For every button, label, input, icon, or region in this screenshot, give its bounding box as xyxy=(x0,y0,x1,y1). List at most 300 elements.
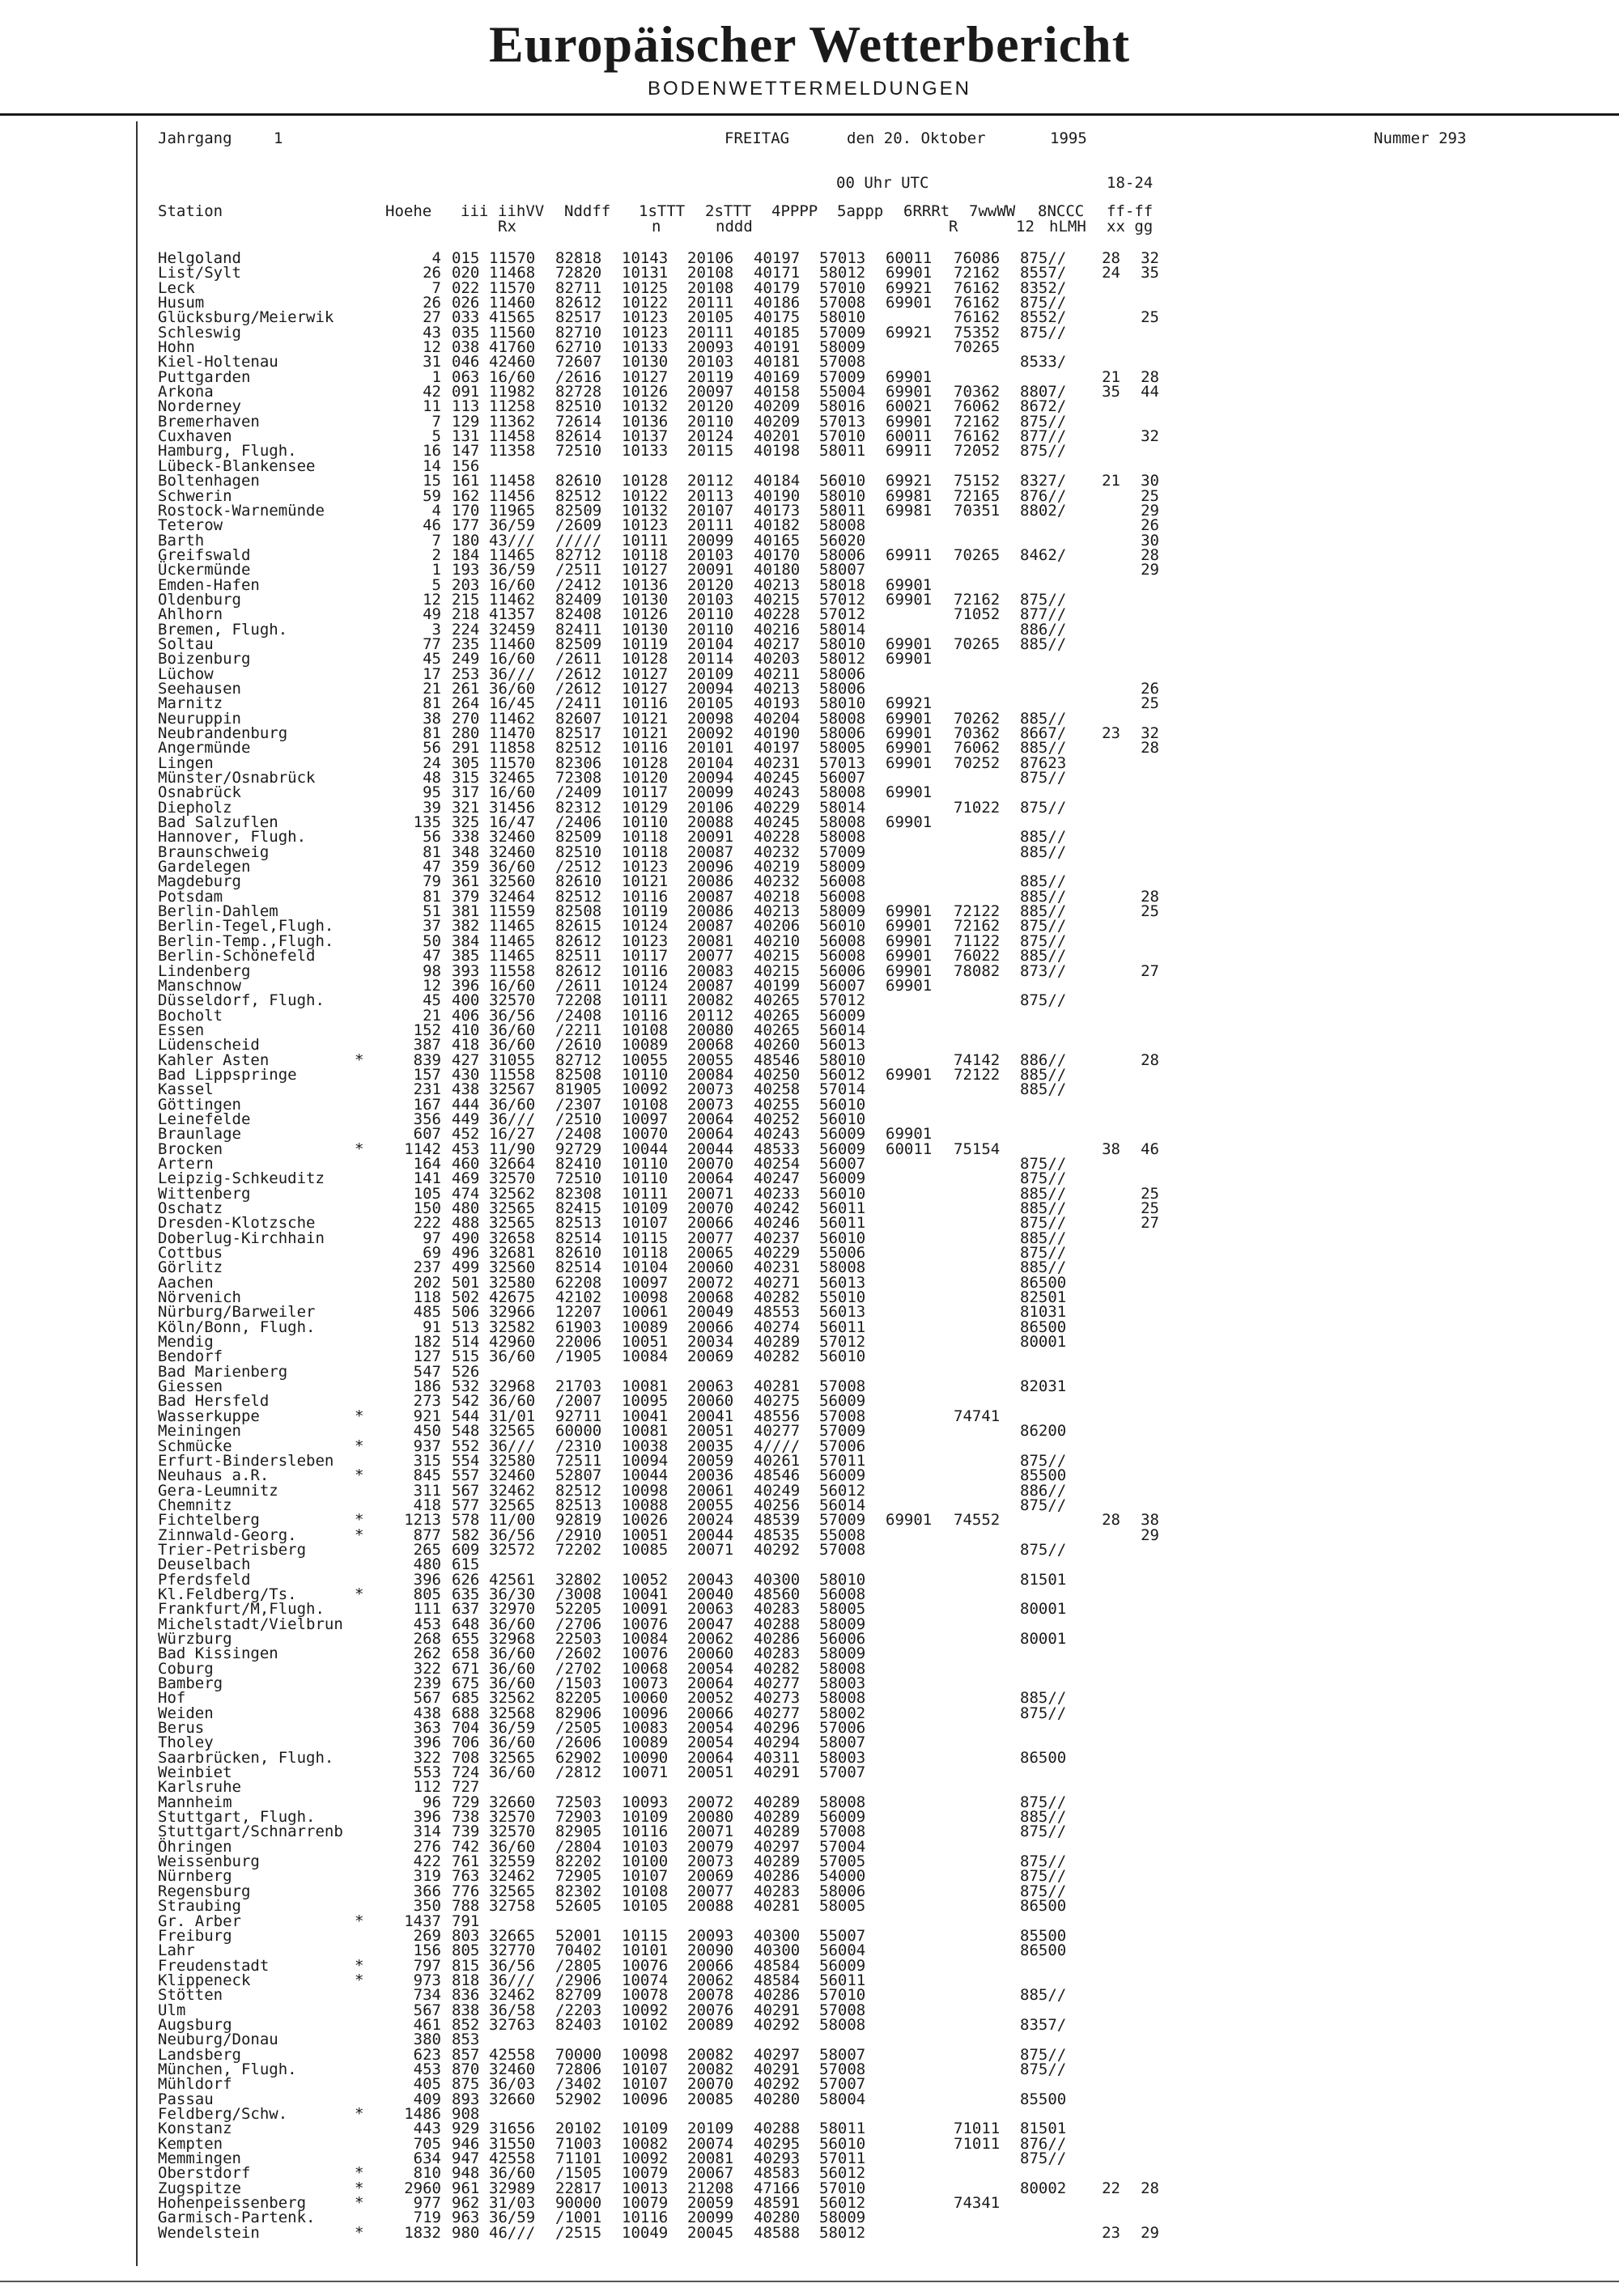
cell-w7 xyxy=(954,2077,1000,2091)
cell-s1: 10107 xyxy=(622,1867,669,1886)
cell-p5: 58010 xyxy=(819,634,866,653)
cell-w7 xyxy=(954,1454,1000,1468)
cell-s2: 20077 xyxy=(687,1882,734,1900)
cell-station: Cottbus xyxy=(158,1244,223,1263)
cell-iihvv: 32560 xyxy=(489,1258,536,1277)
cell-iihvv: 31055 xyxy=(489,1050,536,1069)
cell-iii: 836 xyxy=(452,1986,480,2005)
cell-p5: 58009 xyxy=(819,1615,866,1633)
cell-iii: 385 xyxy=(452,947,480,966)
cell-station: Glücksburg/Meierwik xyxy=(158,308,334,327)
cell-c8: 875// xyxy=(1020,1451,1067,1470)
cell-iii: 761 xyxy=(452,1853,480,1871)
cell-p4: 40215 xyxy=(754,961,801,980)
cell-station: Bad Salzuflen xyxy=(158,813,278,832)
cell-p5: 58016 xyxy=(819,397,866,416)
cell-r6 xyxy=(886,2032,932,2047)
cell-w7 xyxy=(954,815,1000,830)
cell-s2: 20064 xyxy=(687,1110,734,1128)
cell-iii: 215 xyxy=(452,590,480,609)
cell-star xyxy=(355,1691,363,1705)
cell-p5: 58007 xyxy=(819,561,866,579)
cell-c8: 877// xyxy=(1020,605,1067,624)
cell-p4: 40281 xyxy=(754,1897,801,1916)
cell-star xyxy=(355,1765,363,1780)
cell-ffg xyxy=(1125,1632,1159,1646)
cell-p5: 58004 xyxy=(819,2090,866,2108)
cell-w7 xyxy=(954,562,1000,577)
cell-p4: 40232 xyxy=(754,872,801,891)
cell-w7 xyxy=(954,354,1000,369)
cell-star xyxy=(355,1617,363,1632)
cell-star xyxy=(355,1112,363,1127)
cell-p4: 40210 xyxy=(754,932,801,950)
cell-iii: 224 xyxy=(452,620,480,639)
cell-iii: 305 xyxy=(452,753,480,772)
cell-r6 xyxy=(886,1602,932,1616)
cell-nddff: 82409 xyxy=(555,590,602,609)
cell-hoehe: 112 xyxy=(413,1778,441,1797)
cell-ffg xyxy=(1125,1394,1159,1408)
cell-p4 xyxy=(754,1557,800,1572)
cell-hoehe: 50 xyxy=(423,932,441,950)
cell-s1: 10108 xyxy=(622,1882,669,1900)
cell-s1: 10127 xyxy=(622,367,669,386)
cell-w7: 70265 xyxy=(954,545,1001,564)
cell-station: Erfurt-Bindersleben xyxy=(158,1451,334,1470)
cell-p4: 40201 xyxy=(754,427,801,446)
cell-iii: 963 xyxy=(452,2209,480,2227)
cell-r6 xyxy=(886,1676,932,1691)
cell-star xyxy=(355,251,363,265)
cell-s2: 20072 xyxy=(687,1273,734,1292)
cell-nddff: /2609 xyxy=(555,516,602,535)
cell-nddff: 72202 xyxy=(555,1540,602,1559)
cell-iii: 980 xyxy=(452,2223,480,2242)
cell-c8 xyxy=(1020,2226,1066,2240)
cell-iihvv: 16/60 xyxy=(489,976,536,995)
cell-ffg: 27 xyxy=(1141,1214,1159,1233)
cell-iii: 961 xyxy=(452,2179,480,2197)
cell-iihvv: 32459 xyxy=(489,620,536,639)
cell-hoehe: 164 xyxy=(413,1154,441,1173)
cell-hoehe: 634 xyxy=(413,2150,441,2167)
cell-c8: 885// xyxy=(1020,842,1067,861)
cell-iihvv: 36/// xyxy=(489,1971,536,1989)
cell-station: Stuttgart/Schnarrenb xyxy=(158,1823,343,1841)
cell-hoehe: 186 xyxy=(413,1377,441,1396)
cell-ffg xyxy=(1125,1156,1159,1171)
cell-ffg xyxy=(1125,1082,1159,1097)
issue-number: Nummer 293 xyxy=(1374,129,1467,147)
cell-r6: 69901 xyxy=(886,917,933,936)
cell-star xyxy=(355,859,363,874)
cell-w7: 71011 xyxy=(954,2134,1001,2153)
cell-ffg xyxy=(1125,2166,1159,2180)
cell-iii: 946 xyxy=(452,2134,480,2153)
cell-r6 xyxy=(886,1959,932,1973)
cell-w7 xyxy=(954,1231,1000,1246)
cell-s2: 20091 xyxy=(687,561,734,579)
cell-iihvv: 36/// xyxy=(489,1110,536,1128)
cell-ffg xyxy=(1125,1914,1159,1929)
cell-r6 xyxy=(886,993,932,1008)
cell-w7 xyxy=(954,1439,1000,1454)
cell-p4: 40297 xyxy=(754,2045,801,2064)
cell-station: Lüdenscheid xyxy=(158,1036,260,1055)
cell-nddff: /2610 xyxy=(555,1036,602,1055)
station-column xyxy=(158,251,343,2240)
cell-station: Mühldorf xyxy=(158,2075,232,2094)
cell-s2: 20093 xyxy=(687,338,734,357)
cell-station: Marnitz xyxy=(158,694,223,713)
cell-ffx xyxy=(1086,741,1120,755)
cell-s1: 10098 xyxy=(622,1288,669,1307)
cell-hoehe: 81 xyxy=(423,842,441,861)
mountain-marker-column xyxy=(355,251,363,2240)
cell-r6 xyxy=(886,1795,932,1810)
cell-s2: 20054 xyxy=(687,1659,734,1678)
cell-station: Diepholz xyxy=(158,798,232,817)
cell-star xyxy=(355,518,363,533)
cell-w7 xyxy=(954,1246,1000,1260)
cell-r6 xyxy=(886,1988,932,2002)
w7-column xyxy=(954,251,1000,2240)
cell-p4: 40255 xyxy=(754,1095,801,1114)
cell-iii: 578 xyxy=(452,1511,480,1530)
cell-p5: 56011 xyxy=(819,1318,866,1336)
cell-c8 xyxy=(1020,1112,1066,1127)
cell-r6 xyxy=(886,1260,932,1275)
cell-p4: 40191 xyxy=(754,338,801,357)
cell-iihvv: 11458 xyxy=(489,472,536,490)
cell-hoehe: 15 xyxy=(423,472,441,490)
cell-c8: 885// xyxy=(1020,1080,1067,1099)
cell-w7 xyxy=(954,1364,1000,1379)
cell-c8: 885// xyxy=(1020,1986,1067,2005)
cell-p4: 40277 xyxy=(754,1674,801,1692)
cell-nddff: 52807 xyxy=(555,1466,602,1485)
cell-c8: 8672/ xyxy=(1020,397,1067,416)
cell-iihvv: 32565 xyxy=(489,1214,536,1233)
cell-c8: 885// xyxy=(1020,739,1067,758)
cell-p5 xyxy=(819,1557,865,1572)
cell-iihvv: 11570 xyxy=(489,278,536,297)
cell-iihvv: 16/60 xyxy=(489,367,536,386)
cell-iihvv: 11460 xyxy=(489,634,536,653)
cell-ffx xyxy=(1086,325,1120,340)
cell-p5: 57006 xyxy=(819,1719,866,1738)
cell-iii: 496 xyxy=(452,1244,480,1263)
cell-s2: 20124 xyxy=(687,427,734,446)
cell-nddff: /2515 xyxy=(555,2223,602,2242)
cell-s1: 10125 xyxy=(622,278,669,297)
cell-star xyxy=(355,489,363,503)
cell-r6 xyxy=(886,2018,932,2032)
cell-w7: 76162 xyxy=(954,294,1001,312)
cell-station: Bad Marienberg xyxy=(158,1362,288,1381)
cell-r6 xyxy=(886,340,932,354)
cell-s1: 10131 xyxy=(622,264,669,282)
cell-hoehe: 396 xyxy=(413,1734,441,1752)
cell-nddff: 82512 xyxy=(555,1481,602,1500)
cell-w7: 70362 xyxy=(954,383,1001,401)
cell-r6 xyxy=(886,1468,932,1483)
cell-nddff: /2702 xyxy=(555,1659,602,1678)
cell-r6: 69901 xyxy=(886,947,933,966)
cell-hoehe: 79 xyxy=(423,872,441,891)
cell-star xyxy=(355,1869,363,1883)
cell-w7 xyxy=(954,770,1000,785)
cell-hoehe: 12 xyxy=(423,338,441,357)
cell-s2: 20059 xyxy=(687,2194,734,2213)
cell-p4: 40260 xyxy=(754,1036,801,1055)
cell-station: Hohenpeissenberg xyxy=(158,2194,307,2213)
cell-p5: 56007 xyxy=(819,976,866,995)
cell-c8: 8807/ xyxy=(1020,383,1067,401)
cell-p5: 56006 xyxy=(819,961,866,980)
cell-station: Görlitz xyxy=(158,1258,223,1277)
cell-ffg: 32 xyxy=(1141,249,1159,267)
cell-iihvv: 11362 xyxy=(489,412,536,431)
cell-iihvv: 41357 xyxy=(489,605,536,624)
cell-s1: 10123 xyxy=(622,932,669,950)
cell-c8: 875// xyxy=(1020,590,1067,609)
cell-ffg xyxy=(1125,2077,1159,2091)
cell-s2: 20064 xyxy=(687,1125,734,1144)
cell-ffx: 21 xyxy=(1102,472,1120,490)
cell-s1: 10127 xyxy=(622,664,669,683)
cell-hoehe: 5 xyxy=(431,427,441,446)
cell-s1: 10051 xyxy=(622,1526,669,1544)
cell-w7 xyxy=(954,978,1000,993)
cell-star xyxy=(355,414,363,429)
cell-star xyxy=(355,1662,363,1676)
cell-ffg xyxy=(1125,2032,1159,2047)
cell-ffg: 25 xyxy=(1141,1199,1159,1217)
cell-s1: 10041 xyxy=(622,1585,669,1603)
cell-p5: 55008 xyxy=(819,1526,866,1544)
cell-iihvv: 32568 xyxy=(489,1704,536,1722)
cell-ffx xyxy=(1086,874,1120,889)
cell-s1: 10108 xyxy=(622,1021,669,1039)
cell-iii: 359 xyxy=(452,858,480,876)
cell-r6: 69901 xyxy=(886,367,933,386)
cell-p4: 40237 xyxy=(754,1229,801,1247)
cell-c8: 875// xyxy=(1020,2150,1067,2167)
cell-star xyxy=(355,696,363,711)
cell-ffg xyxy=(1125,281,1159,295)
cell-ffx xyxy=(1086,993,1120,1008)
cell-s2: 20069 xyxy=(687,1347,734,1366)
cell-w7: 74741 xyxy=(954,1407,1001,1425)
cell-s1: 10118 xyxy=(622,842,669,861)
cell-w7: 70265 xyxy=(954,338,1001,357)
cell-r6 xyxy=(886,310,932,325)
cell-w7 xyxy=(954,1824,1000,1839)
cell-r6: 69901 xyxy=(886,1065,933,1084)
cell-iii: 688 xyxy=(452,1704,480,1722)
cell-s1: 10091 xyxy=(622,1600,669,1619)
cell-w7 xyxy=(954,1543,1000,1557)
cell-r6 xyxy=(886,1156,932,1171)
cell-nddff: /2411 xyxy=(555,694,602,713)
cell-s2: 20090 xyxy=(687,1942,734,1960)
cell-iii: 544 xyxy=(452,1407,480,1425)
cell-star xyxy=(355,1751,363,1765)
cell-hoehe: 96 xyxy=(423,1793,441,1811)
cell-hoehe: 95 xyxy=(423,783,441,802)
cell-w7 xyxy=(954,1840,1000,1854)
cell-ffx xyxy=(1086,1988,1120,2002)
cell-iihvv: 32758 xyxy=(489,1897,536,1916)
cell-iihvv xyxy=(489,1780,535,1794)
cell-p5: 57008 xyxy=(819,1377,866,1396)
cell-nddff: /2611 xyxy=(555,650,602,668)
cell-p5: 56009 xyxy=(819,1466,866,1485)
cell-star xyxy=(355,1824,363,1839)
cell-p4: 40293 xyxy=(754,2150,801,2167)
cell-s1: 10026 xyxy=(622,1511,669,1530)
cell-w7 xyxy=(954,1587,1000,1602)
cell-iii: 418 xyxy=(452,1036,480,1055)
cell-s1: 10117 xyxy=(622,783,669,802)
cell-ffx xyxy=(1086,1691,1120,1705)
cell-r6 xyxy=(886,1424,932,1438)
cell-c8: 875// xyxy=(1020,798,1067,817)
cell-s2: 20066 xyxy=(687,1704,734,1722)
cell-iii: 396 xyxy=(452,976,480,995)
cell-p5: 56014 xyxy=(819,1496,866,1514)
cell-iihvv: 32970 xyxy=(489,1600,536,1619)
cell-p5: 57008 xyxy=(819,1540,866,1559)
cell-p5: 55010 xyxy=(819,1288,866,1307)
cell-r6: 69901 xyxy=(886,383,933,401)
cell-station: Gr. Arber xyxy=(158,1912,241,1930)
cell-star xyxy=(355,399,363,414)
cell-w7 xyxy=(954,1691,1000,1705)
cell-ffg xyxy=(1125,1602,1159,1616)
cell-p5: 57008 xyxy=(819,2001,866,2019)
cell-hoehe: 719 xyxy=(413,2209,441,2227)
cell-ffg xyxy=(1125,845,1159,859)
cell-star xyxy=(355,295,363,310)
cell-ffg xyxy=(1125,1899,1159,1913)
cell-ffx: 28 xyxy=(1102,1511,1120,1530)
cell-s2: 20064 xyxy=(687,1169,734,1188)
cell-ffg: 26 xyxy=(1141,679,1159,698)
cell-p5: 56007 xyxy=(819,1154,866,1173)
cell-hoehe: 2 xyxy=(431,545,441,564)
cell-s1: 10118 xyxy=(622,1244,669,1263)
cell-w7 xyxy=(954,518,1000,533)
cell-p4: 40213 xyxy=(754,575,801,594)
cell-nddff: 70402 xyxy=(555,1942,602,1960)
cell-ffx xyxy=(1086,1810,1120,1824)
cell-ffg xyxy=(1125,1067,1159,1082)
cell-s1: 10095 xyxy=(622,1392,669,1411)
cell-nddff: 72614 xyxy=(555,412,602,431)
cell-iihvv: 32565 xyxy=(489,1422,536,1441)
cell-star xyxy=(355,310,363,325)
cell-p5: 58009 xyxy=(819,902,866,921)
s1-column xyxy=(622,251,668,2240)
cell-s1: 10118 xyxy=(622,545,669,564)
cell-w7: 70262 xyxy=(954,709,1001,728)
cell-station: Freiburg xyxy=(158,1926,232,1945)
cell-p4: 40274 xyxy=(754,1318,801,1336)
cell-s2: 20079 xyxy=(687,1837,734,1856)
cell-r6 xyxy=(886,1038,932,1052)
cell-ffg xyxy=(1125,1023,1159,1038)
cell-s2: 20062 xyxy=(687,1629,734,1648)
cell-c8 xyxy=(1020,1780,1066,1794)
cell-w7: 70265 xyxy=(954,634,1001,653)
cell-ffx xyxy=(1086,2062,1120,2077)
cell-p4: 40291 xyxy=(754,2001,801,2019)
cell-c8: 86500 xyxy=(1020,1273,1067,1292)
cell-star xyxy=(355,2210,363,2225)
cell-star xyxy=(355,1646,363,1661)
report-date: den 20. Oktober xyxy=(847,129,986,147)
cell-iihvv: 31/03 xyxy=(489,2194,536,2213)
cell-hoehe: 202 xyxy=(413,1273,441,1292)
cell-ffx xyxy=(1086,667,1120,681)
cell-iihvv: 36/58 xyxy=(489,2001,536,2019)
cell-star xyxy=(355,637,363,651)
cell-p4: 40289 xyxy=(754,1853,801,1871)
cell-star xyxy=(355,1424,363,1438)
cell-r6: 69901 xyxy=(886,709,933,728)
cell-s1: 10092 xyxy=(622,2150,669,2167)
cell-p4: 40231 xyxy=(754,753,801,772)
cell-s2: 20082 xyxy=(687,991,734,1010)
cell-p4: 40252 xyxy=(754,1110,801,1128)
bottom-divider xyxy=(0,2281,1619,2282)
cell-c8: 875// xyxy=(1020,2045,1067,2064)
cell-p5: 57008 xyxy=(819,1823,866,1841)
cell-p4: 40243 xyxy=(754,1125,801,1144)
p5-column xyxy=(819,251,865,2240)
cell-c8: 875// xyxy=(1020,1853,1067,1871)
cell-hoehe: 26 xyxy=(423,294,441,312)
cell-nddff: 82818 xyxy=(555,249,602,267)
cell-iihvv: 36/60 xyxy=(489,1645,536,1663)
cell-iihvv: 16/60 xyxy=(489,575,536,594)
cell-ffx xyxy=(1086,696,1120,711)
cell-ffx xyxy=(1086,2107,1120,2121)
cell-station: List/Sylt xyxy=(158,264,241,282)
cell-hoehe: 450 xyxy=(413,1422,441,1441)
cell-ffg xyxy=(1125,1884,1159,1899)
cell-iii: 249 xyxy=(452,650,480,668)
cell-s2: 20055 xyxy=(687,1496,734,1514)
cell-hoehe: 453 xyxy=(413,1615,441,1633)
cell-iihvv: 32664 xyxy=(489,1154,536,1173)
cell-iihvv: 36/59 xyxy=(489,561,536,579)
col-subheader-r: R xyxy=(949,218,958,236)
cell-ffg xyxy=(1125,622,1159,637)
cell-s1: 10128 xyxy=(622,753,669,772)
cell-iihvv: 32562 xyxy=(489,1689,536,1708)
cell-s2: 20049 xyxy=(687,1303,734,1322)
cell-iii: 325 xyxy=(452,813,480,832)
cell-s2: 20105 xyxy=(687,308,734,327)
cell-p4: 40300 xyxy=(754,1942,801,1960)
cell-iihvv: 11358 xyxy=(489,442,536,460)
cell-iii: 637 xyxy=(452,1600,480,1619)
cell-p5: 54000 xyxy=(819,1867,866,1886)
